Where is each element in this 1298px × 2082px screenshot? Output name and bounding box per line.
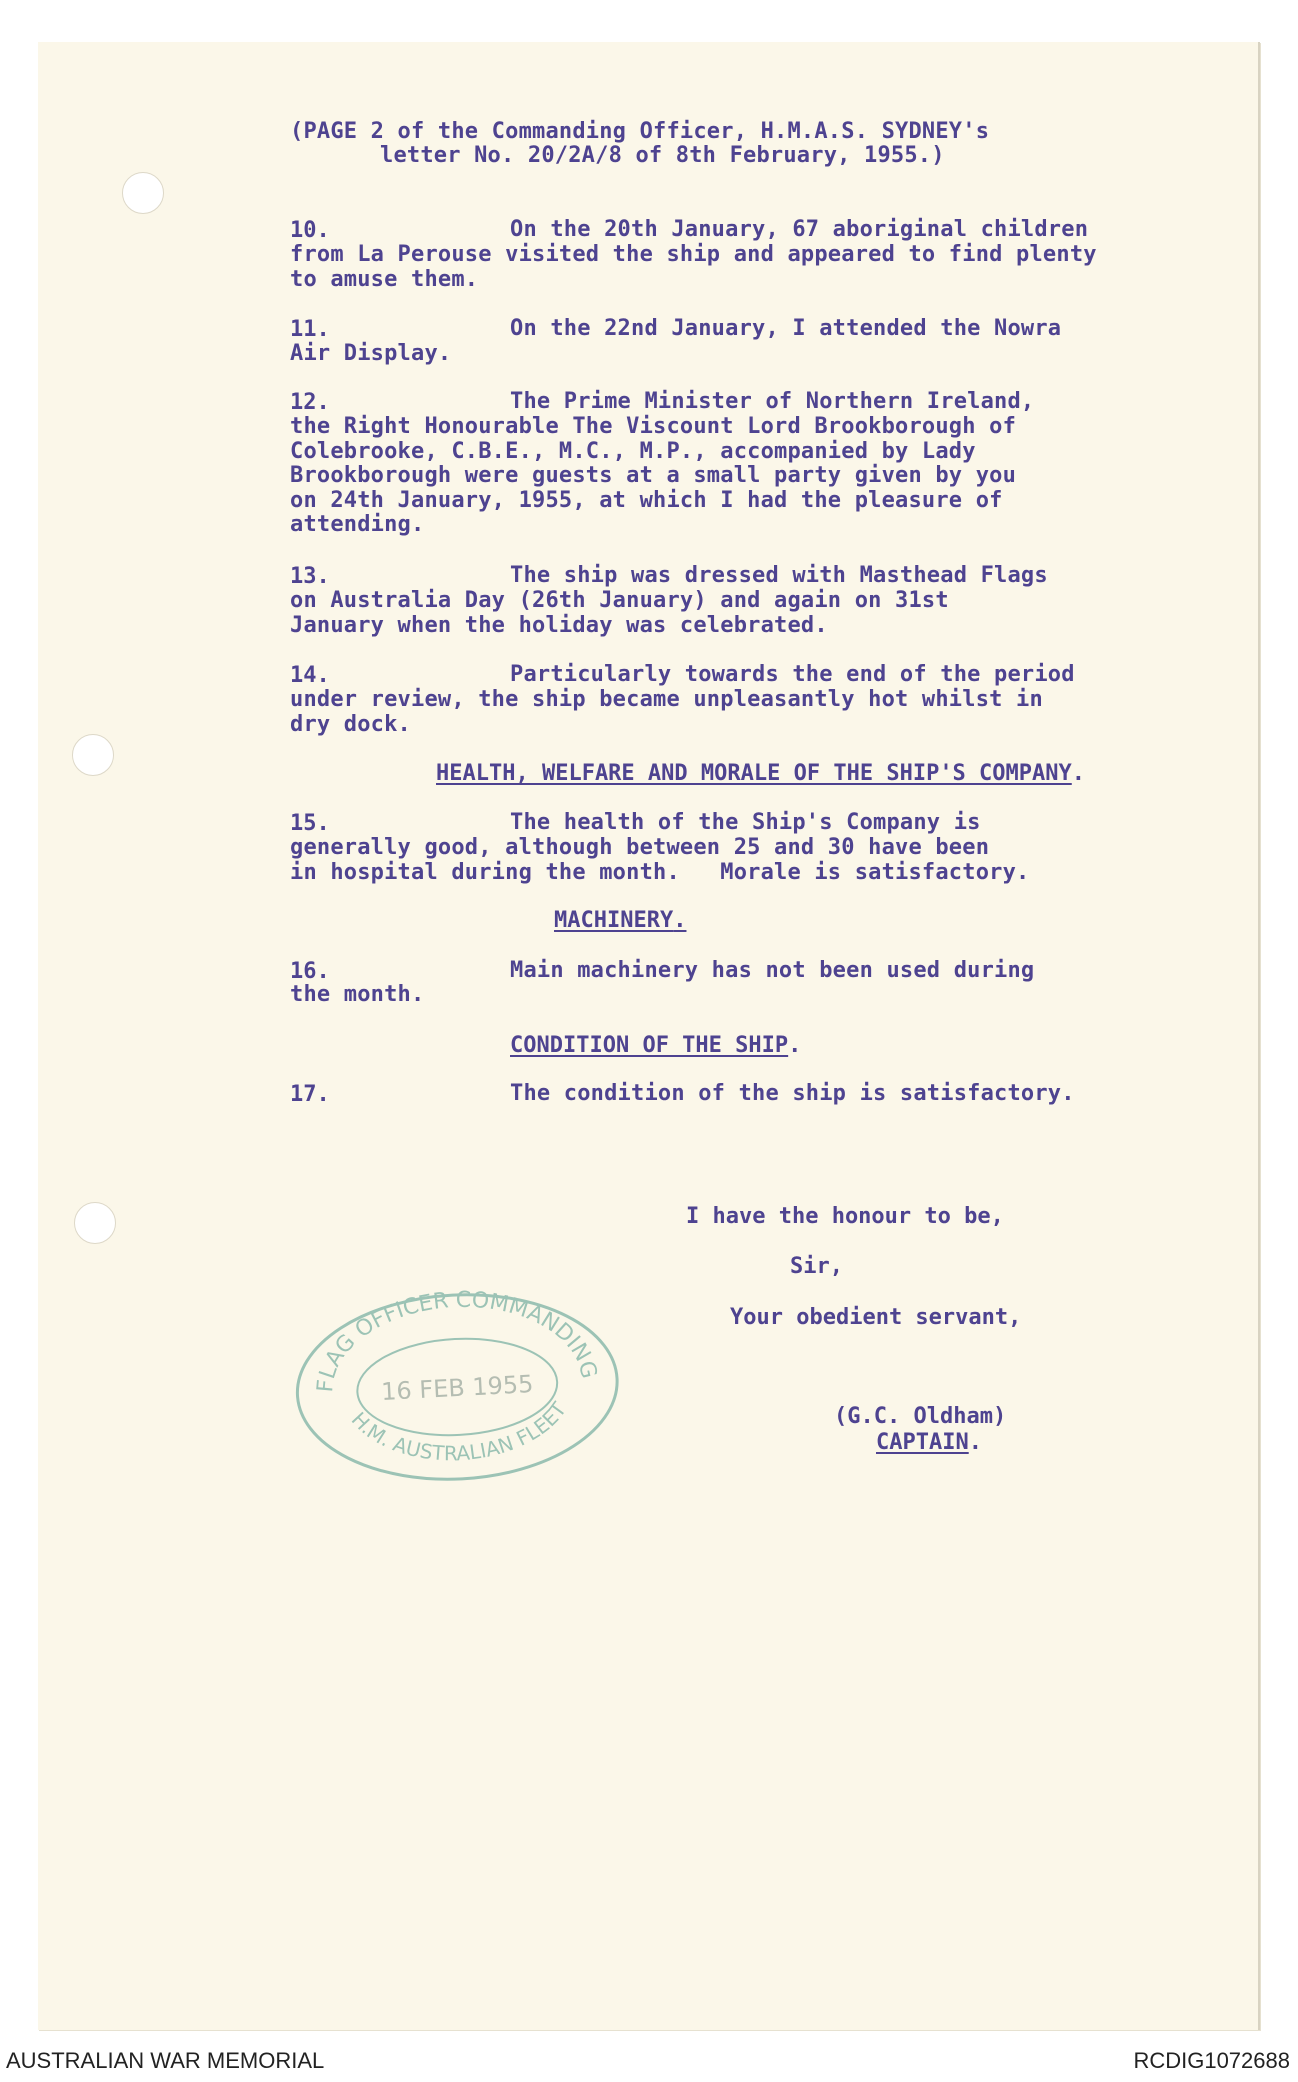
punch-hole [74, 1202, 116, 1244]
section-heading-health: HEALTH, WELFARE AND MORALE OF THE SHIP'S COMPANY. [436, 761, 1086, 786]
paragraph-body: under review, the ship became unpleasantly hot whilst in dry dock. [290, 687, 1043, 737]
paragraph-body: the Right Honourable The Viscount Lord Brookborough of Colebrooke, C.B.E., M.C., M.P., accompanied by Lady Brookborough were guests at a small party given by you on 24th January, 1955, at which I had the pleasure of attending. [290, 414, 1017, 537]
paragraph-first-line: The health of the Ship's Company is [510, 810, 981, 835]
section-heading-machinery: MACHINERY. [554, 908, 687, 933]
stamp-date: 16 FEB 1955 [380, 1370, 535, 1406]
svg-text:H.M. AUSTRALIAN FLEET [346, 1396, 574, 1471]
paragraph-body: the month. [290, 982, 425, 1007]
stamp-bottom-text: H.M. AUSTRALIAN FLEET [346, 1397, 571, 1466]
paragraph-number: 14. [290, 663, 330, 688]
section-heading-condition: CONDITION OF THE SHIP. [510, 1033, 802, 1058]
paragraph-first-line: On the 22nd January, I attended the Nowra [510, 316, 1062, 341]
closing-line-3: Your obedient servant, [730, 1305, 1022, 1330]
paragraph-body: Air Display. [290, 341, 452, 366]
signatory-rank: CAPTAIN. [876, 1430, 982, 1455]
paragraph-number: 15. [290, 811, 330, 836]
closing-line-2: Sir, [790, 1254, 843, 1279]
paragraph-body: generally good, although between 25 and 30 have been in hospital during the month. Morale is satisfactory. [290, 835, 1030, 885]
punch-hole [72, 734, 114, 776]
letter-header-line-2: letter No. 20/2A/8 of 8th February, 1955.) [380, 143, 945, 168]
footer-institution: AUSTRALIAN WAR MEMORIAL [6, 2048, 325, 2073]
closing-line-1: I have the honour to be, [686, 1204, 1004, 1229]
paragraph-number: 13. [290, 564, 330, 589]
punch-hole [122, 172, 164, 214]
received-stamp [287, 1274, 627, 1491]
stamp-top-text: FLAG OFFICER COMMANDING [313, 1287, 602, 1394]
paragraph-number: 11. [290, 317, 330, 342]
paragraph-first-line: On the 20th January, 67 aboriginal children [510, 217, 1089, 242]
paragraph-first-line: Main machinery has not been used during [510, 958, 1035, 983]
paragraph-number: 10. [290, 218, 330, 243]
paragraph-body: from La Perouse visited the ship and appeared to find plenty to amuse them. [290, 242, 1097, 292]
paragraph-body: on Australia Day (26th January) and again on 31st January when the holiday was celebrated. [290, 588, 949, 638]
paragraph-first-line: The Prime Minister of Northern Ireland, [510, 389, 1035, 414]
paragraph-number: 12. [290, 390, 330, 415]
signatory-name: (G.C. Oldham) [834, 1404, 1007, 1429]
paragraph-first-line: Particularly towards the end of the period [510, 662, 1075, 687]
footer-record-id: RCDIG1072688 [1133, 2048, 1290, 2073]
paragraph-first-line: The ship was dressed with Masthead Flags [510, 563, 1048, 588]
paragraph-first-line: The condition of the ship is satisfactory. [510, 1081, 1075, 1106]
paragraph-number: 16. [290, 959, 330, 984]
paragraph-number: 17. [290, 1082, 330, 1107]
letter-header-line-1: (PAGE 2 of the Commanding Officer, H.M.A.S. SYDNEY's [290, 119, 990, 144]
